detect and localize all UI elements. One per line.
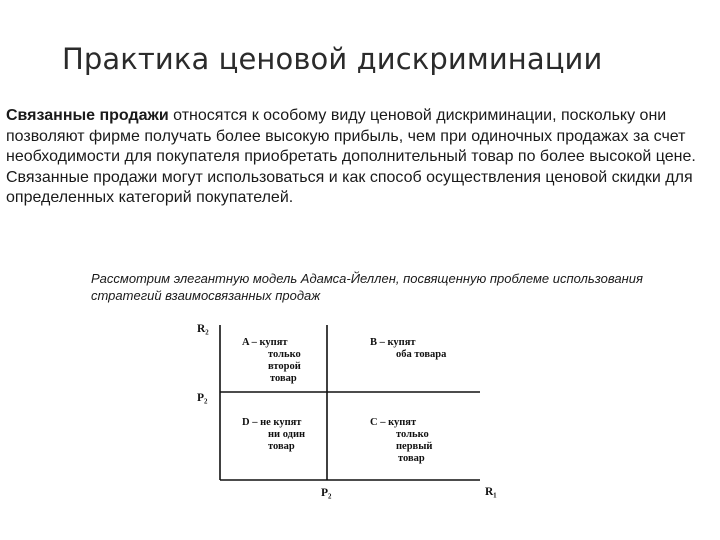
quadrant-b-line: оба товара [396, 349, 447, 360]
quadrant-d-line: ни один [268, 429, 306, 440]
quadrant-a-label [242, 337, 301, 384]
quadrant-d-line: товар [268, 441, 295, 452]
quadrant-d-line: D – не купят [242, 417, 302, 428]
paragraph-bold-lead: Связанные продажи [6, 107, 169, 124]
quadrant-c-line: C – купят [370, 417, 417, 428]
quadrant-c-line: товар [398, 453, 425, 464]
quadrant-c-label [370, 417, 432, 464]
quadrant-a-line: товар [270, 373, 297, 384]
x-threshold-label: P₂ [321, 487, 332, 499]
body-paragraph [6, 106, 696, 209]
model-intro-text: Рассмотрим элегантную модель Адамса-Йеллен, посвященную проблеме использования стратегий взаимосвязанных продаж [91, 271, 643, 303]
slide-title: Практика ценовой дискриминации [62, 42, 603, 76]
quadrant-a-line: только [268, 349, 301, 360]
quadrant-c-line: только [396, 429, 429, 440]
quadrant-b-label [370, 337, 447, 360]
y-axis-label: R₂ [197, 323, 209, 335]
quadrant-d-label [242, 417, 305, 452]
quadrant-a-line: A – купят [242, 337, 288, 348]
adams-yellen-diagram [180, 315, 510, 505]
quadrant-a-line: второй [268, 361, 301, 372]
quadrant-c-line: первый [396, 441, 433, 452]
quadrant-b-line: B – купят [370, 337, 416, 348]
paragraph-text: относятся к особому виду ценовой дискриминации, поскольку они позволяют фирме получать более высокую прибыль, чем при одиночных продажах за счет необходимости для покупателя приобретать дополнительный товар по более высокой цене. Связанные продажи могут использоваться и как способ осуществления ценовой скидки для определенных категорий покупателей. [6, 107, 696, 206]
x-axis-label: R₁ [485, 486, 497, 498]
y-threshold-label: P₂ [197, 392, 208, 404]
